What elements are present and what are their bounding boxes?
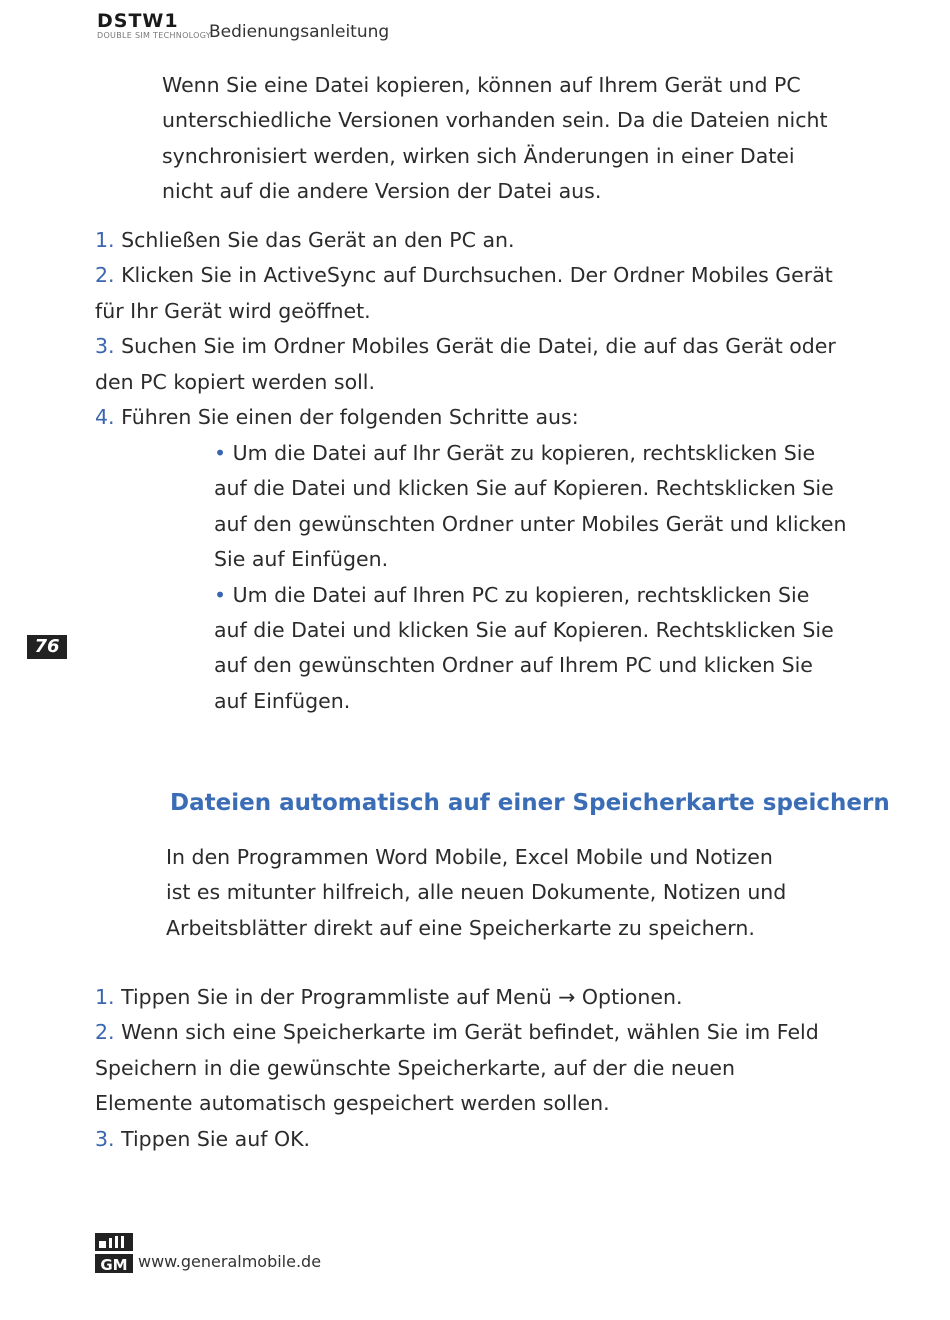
- step-text-cont: Elemente automatisch gespeichert werden sollen.: [95, 1091, 610, 1116]
- bullet-icon: •: [214, 441, 227, 465]
- gm-logo: [95, 1233, 133, 1273]
- sub-item-cont: Sie auf Einfügen.: [214, 547, 389, 572]
- intro-line: Wenn Sie eine Datei kopieren, können auf Ihrem Gerät und PC: [162, 73, 801, 97]
- gm-logo-icon: [95, 1233, 133, 1273]
- sub-item: [214, 578, 874, 613]
- header-title: Bedienungsanleitung: [209, 22, 390, 42]
- sub-item-cont: auf die Datei und klicken Sie auf Kopieren. Rechtsklicken Sie: [214, 476, 834, 501]
- section2-intro-line: Arbeitsblätter direkt auf eine Speicherkarte zu speichern.: [166, 915, 755, 940]
- step-text: Führen Sie einen der folgenden Schritte aus:: [121, 405, 579, 430]
- section2-steps: [95, 980, 865, 1157]
- intro-line: unterschiedliche Versionen vorhanden sein. Da die Dateien nicht: [162, 108, 828, 133]
- step-number: 4.: [95, 405, 115, 430]
- section2-intro-line: In den Programmen Word Mobile, Excel Mobile und Notizen: [166, 845, 773, 869]
- sub-item-cont: auf Einfügen.: [214, 688, 351, 713]
- section2-intro: [166, 840, 866, 946]
- intro-line: synchronisiert werden, wirken sich Änderungen in einer Datei: [162, 143, 795, 168]
- sub-item: [214, 436, 874, 471]
- logo-subtitle: DOUBLE SIM TECHNOLOGY: [97, 31, 212, 40]
- step-text: Schließen Sie das Gerät an den PC an.: [121, 228, 515, 252]
- steps-list: [95, 223, 865, 435]
- intro-paragraph: [162, 68, 862, 210]
- step-number: 3.: [95, 1126, 115, 1151]
- sub-item-cont: auf den gewünschten Ordner unter Mobiles Gerät und klicken: [214, 511, 847, 536]
- sub-item-text: Um die Datei auf Ihr Gerät zu kopieren, rechtsklicken Sie: [232, 441, 816, 465]
- bullet-icon: •: [214, 582, 227, 607]
- sub-items-list: [214, 436, 874, 719]
- step-item: [95, 329, 865, 364]
- step-text-cont: für Ihr Gerät wird geöffnet.: [95, 298, 371, 323]
- step-number: 1.: [95, 228, 115, 252]
- step-text-cont: Speichern in die gewünschte Speicherkarte, auf der die neuen: [95, 1055, 736, 1080]
- step-text: Suchen Sie im Ordner Mobiles Gerät die Datei, die auf das Gerät oder: [121, 334, 836, 359]
- step-number: 2.: [95, 263, 115, 288]
- step-text-cont: den PC kopiert werden soll.: [95, 369, 376, 394]
- gm-logo-text: GM: [100, 1256, 128, 1273]
- step-item: [95, 258, 865, 293]
- step-item: [95, 1122, 865, 1157]
- step-item: [95, 400, 865, 435]
- step-number: 3.: [95, 334, 115, 359]
- step-item: [95, 980, 865, 1015]
- step-text: Tippen Sie auf OK.: [121, 1126, 311, 1151]
- step-text: Wenn sich eine Speicherkarte im Gerät befindet, wählen Sie im Feld: [121, 1020, 819, 1045]
- step-number: 2.: [95, 1020, 115, 1045]
- step-text: Klicken Sie in ActiveSync auf Durchsuchen. Der Ordner Mobiles Gerät: [121, 263, 833, 288]
- sub-item-cont: auf den gewünschten Ordner auf Ihrem PC und klicken Sie: [214, 653, 813, 678]
- step-item: [95, 223, 865, 258]
- step-number: 1.: [95, 985, 115, 1009]
- step-text: Tippen Sie in der Programmliste auf Menü → Optionen.: [121, 985, 683, 1009]
- dstw1-logo: [97, 11, 211, 41]
- footer-url: www.generalmobile.de: [138, 1252, 322, 1271]
- intro-line: nicht auf die andere Version der Datei aus.: [162, 179, 602, 204]
- section-heading: Dateien automatisch auf einer Speicherkarte speichern: [170, 790, 890, 816]
- step-item: [95, 1015, 865, 1050]
- page-number: 76: [27, 635, 67, 659]
- sub-item-cont: auf die Datei und klicken Sie auf Kopieren. Rechtsklicken Sie: [214, 618, 834, 643]
- section2-intro-line: ist es mitunter hilfreich, alle neuen Dokumente, Notizen und: [166, 880, 787, 905]
- logo-mark: DSTW1: [97, 10, 179, 32]
- sub-item-text: Um die Datei auf Ihren PC zu kopieren, rechtsklicken Sie: [232, 582, 810, 607]
